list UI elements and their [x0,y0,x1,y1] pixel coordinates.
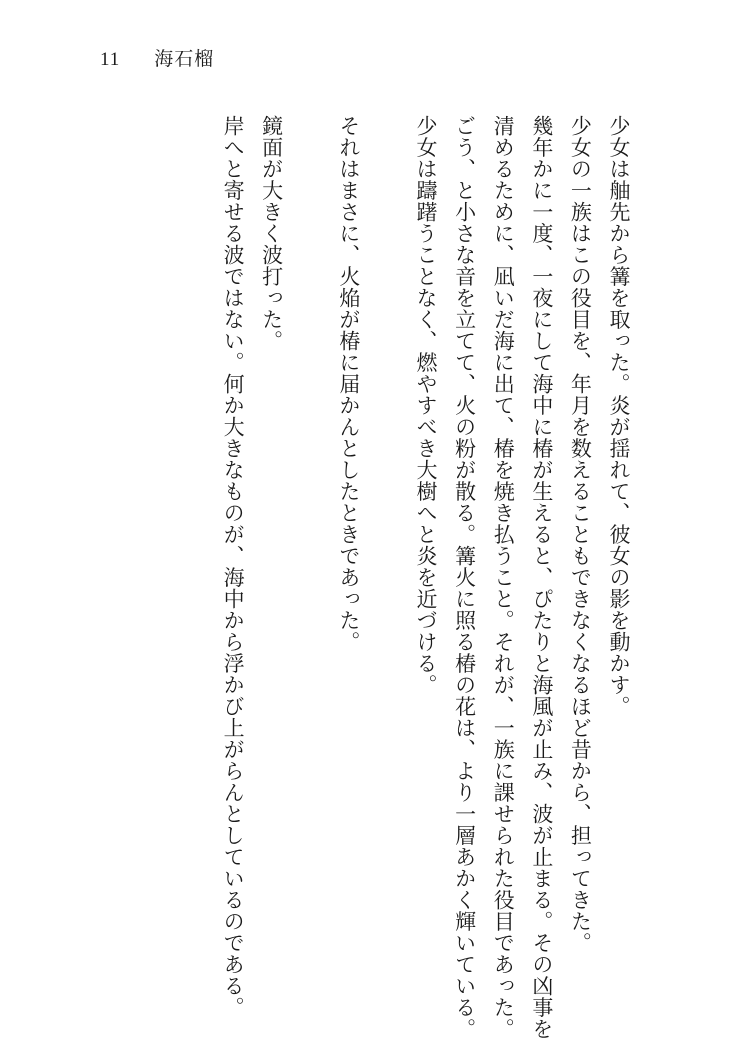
paragraph-gap [291,115,330,985]
paragraph-gap [368,115,407,985]
text-line-9: 岸へと寄せる波ではない。何か大きなものが、海中から浮かび上がらんとしているのである。 [221,115,246,1018]
page-number: 11 [100,49,121,70]
text-line-2: 少女の一族はこの役目を、年月を数えることもできなくなるほど昔から、担ってきた。 [568,115,593,954]
text-line-3: 幾年かに一度、一夜にして海中に椿が生えると、ぴたりと海風が止み、波が止まる。その凶事を [529,115,554,1040]
page-header [100,44,214,71]
text-line-7: それはまさに、火焔が椿に届かんとしたときであった。 [336,115,361,653]
text-line-4: 清めるために、凪いだ海に出て、椿を焼き払うこと。それが、一族に課せられた役目であった。 [491,115,516,1040]
vertical-body-text [213,115,638,1040]
text-line-1: 少女は舳先から篝を取った。炎が揺れて、彼女の影を動かす。 [607,115,631,717]
text-line-5: ごう、と小さな音を立てて、火の粉が散る。篝火に照る椿の花は、より一層あかく輝いている。 [452,115,477,1040]
text-line-8: 鏡面が大きく波打った。 [259,115,284,352]
running-title: 海石榴 [154,48,215,70]
text-line-6: 少女は躊躇うことなく、燃やすべき大樹へと炎を近づける。 [414,115,439,696]
